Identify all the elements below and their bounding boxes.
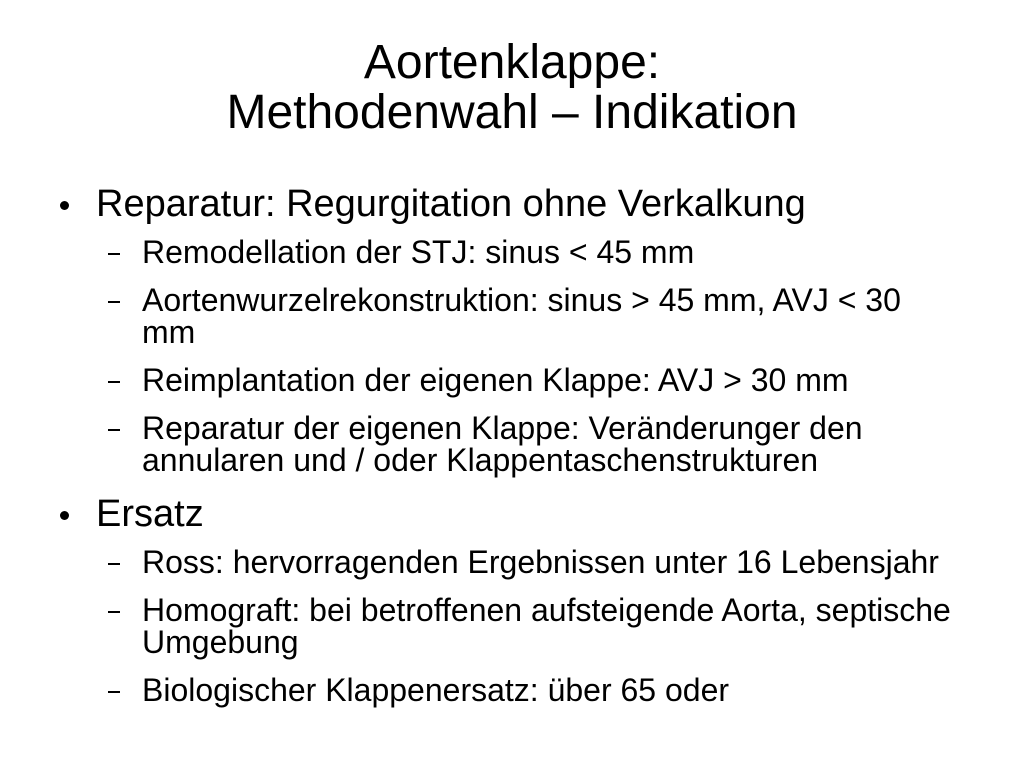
dash-icon (108, 381, 120, 383)
bullet-item (60, 492, 960, 536)
sub-bullet-item (60, 236, 962, 268)
dash-icon (108, 563, 120, 565)
section-ersatz (60, 492, 960, 706)
slide-title-line-2: Methodenwahl – Indikation (226, 86, 798, 139)
bullet-text: Ersatz (96, 493, 204, 535)
bullet-dot-icon (60, 511, 69, 520)
bullet-dot-icon (60, 201, 69, 210)
dash-icon (108, 691, 120, 693)
sub-bullet-text: Reimplantation der eigenen Klappe: AVJ > 30 mm (142, 362, 849, 398)
sub-bullet-text: Aortenwurzelrekonstruktion: sinus > 45 mm, AVJ < 30 mm (142, 282, 901, 350)
dash-icon (108, 253, 120, 255)
sub-bullet-text: Homograft: bei betroffenen aufsteigende Aorta, septische Umgebung (142, 592, 951, 660)
sub-bullet-text: Biologischer Klappenersatz: über 65 oder (142, 672, 730, 708)
sub-bullet-text: Remodellation der STJ: sinus < 45 mm (142, 234, 695, 270)
dash-icon (108, 611, 120, 613)
slide-title (0, 38, 1024, 138)
sub-bullet-item (60, 284, 962, 348)
slide-title-line-1: Aortenklappe: (363, 36, 661, 89)
sub-bullet-item (60, 594, 962, 658)
sub-bullet-item (60, 546, 962, 578)
sub-bullet-item (60, 674, 962, 706)
bullet-item (60, 182, 960, 226)
sub-bullet-item (60, 364, 962, 396)
dash-icon (108, 429, 120, 431)
sub-bullet-text: Reparatur der eigenen Klappe: Veränderunger den annularen und / oder Klappentaschenstrukturen (142, 410, 863, 478)
bullet-text: Reparatur: Regurgitation ohne Verkalkung (96, 183, 806, 225)
section-reparatur (60, 182, 960, 476)
bullet-list (60, 182, 960, 722)
sub-bullet-item (60, 412, 962, 476)
sub-bullet-list (60, 236, 960, 476)
sub-bullet-list (60, 546, 960, 706)
sub-bullet-text: Ross: hervorragenden Ergebnissen unter 16 Lebensjahr (142, 544, 939, 580)
dash-icon (108, 301, 120, 303)
